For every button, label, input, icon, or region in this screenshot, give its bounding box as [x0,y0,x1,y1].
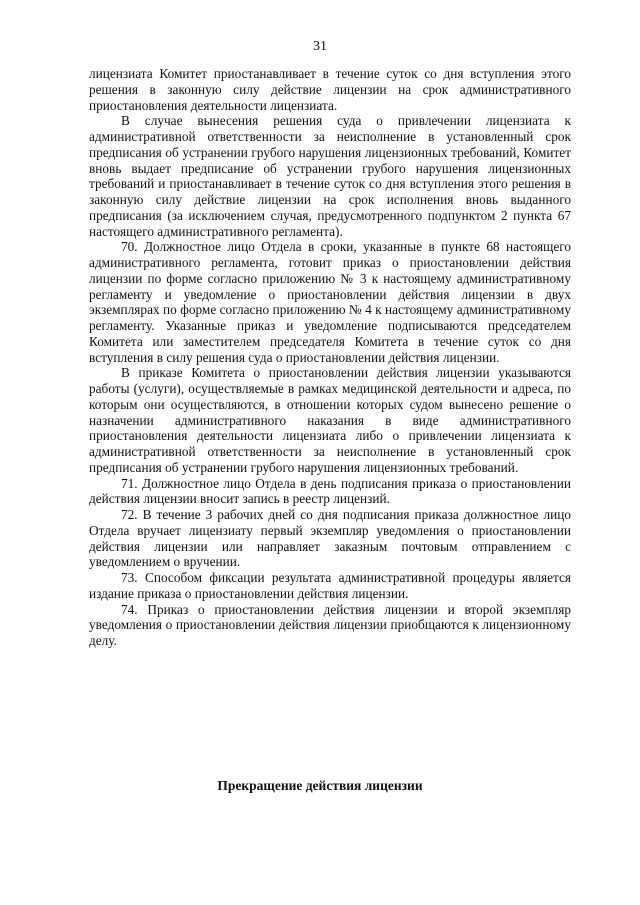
paragraph-73: 73. Способом фиксации результата административной процедуры является издание приказа о приостановлении действия лицензии. [89,570,571,601]
paragraph-74: 74. Приказ о приостановлении действия лицензии и второй экземпляр уведомления о приостановлении действия лицензии приобщаются к лицензионному делу. [89,601,571,648]
document-body [89,66,571,649]
paragraph-70: 70. Должностное лицо Отдела в сроки, указанные в пункте 68 настоящего административного регламента, готовит приказ о приостановлении действия лицензии по форме согласно приложению № 3 к настоящему административному регламенту и уведомление о приостановлении действия лицензии в двух экземплярах по форме согласно приложению № 4 к настоящему административному регламенту. Указанные приказ и уведомление подписываются председателем Комитета или заместителем председателя Комитета в течение суток со дня вступления в силу решения суда о приостановлении действия лицензии. [89,239,571,365]
paragraph-order-contents: В приказе Комитета о приостановлении действия лицензии указываются работы (услуги), осуществляемые в рамках медицинской деятельности и адреса, по которым они осуществляются, в отношении которых судом вынесено решение о назначении административного наказания в виде административного приостановления деятельности лицензиата либо о привлечении лицензиата к административной ответственности за неисполнение в установленный срок предписания об устранении грубого нарушения лицензионных требований. [89,365,571,475]
section-heading: Прекращение действия лицензии [217,778,423,793]
paragraph-72: 72. В течение 3 рабочих дней со дня подписания приказа должностное лицо Отдела вручает лицензиату первый экземпляр уведомления о приостановлении действия лицензии или направляет заказным почтовым отправлением с уведомлением о вручении. [89,507,571,570]
paragraph-court-decision: В случае вынесения решения суда о привлечении лицензиата к административной ответственности за неисполнение в установленный срок предписания об устранении грубого нарушения лицензионных требований, Комитет вновь выдает предписание об устранении грубого нарушения лицензионных требований и приостанавливает в течение суток со дня вступления этого решения в законную силу действие лицензии на срок исполнения вновь выданного предписания (за исключением случая, предусмотренного подпунктом 2 пункта 67 настоящего административного регламента). [89,113,571,239]
paragraph-71: 71. Должностное лицо Отдела в день подписания приказа о приостановлении действия лицензии вносит запись в реестр лицензий. [89,475,571,507]
page-number: 31 [313,39,327,54]
paragraph-continuation: лицензиата Комитет приостанавливает в течение суток со дня вступления этого решения в законную силу действие лицензии на срок административного приостановления деятельности лицензиата. [89,66,571,113]
